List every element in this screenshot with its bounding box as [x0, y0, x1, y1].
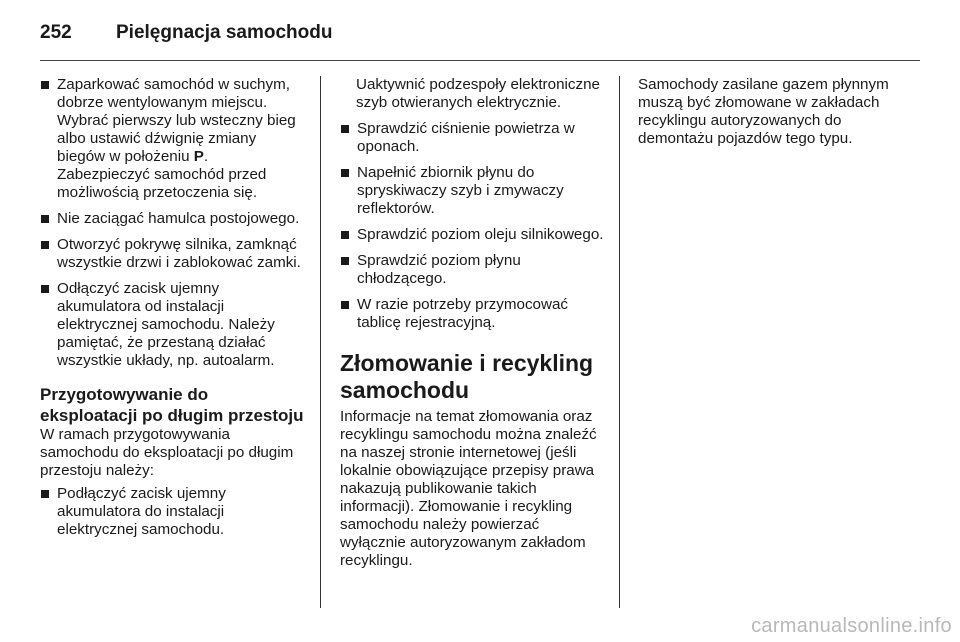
header-divider — [40, 60, 920, 61]
column-divider — [320, 76, 321, 608]
list-item-text-period: . — [203, 148, 209, 165]
list-item-text-continued: Zabezpieczyć samochód przed możliwością przetoczenia się. — [57, 166, 267, 201]
list-item-text: Odłączyć zacisk ujemny akumulatora od instalacji elektrycznej samochodu. Należy pamiętać, że przestaną działać wszystkie układy, np. autoalarm. — [57, 280, 275, 369]
restart-steps-list — [40, 485, 306, 539]
page-header — [40, 16, 920, 50]
list-item — [40, 485, 306, 539]
column-2 — [340, 76, 606, 570]
list-item-text: Sprawdzić poziom płynu chłodzącego. — [357, 252, 521, 287]
list-item-text: Nie zaciągać hamulca postojowego. — [57, 210, 300, 227]
column-1 — [40, 76, 306, 547]
list-item — [40, 210, 306, 228]
gear-position-label: P — [193, 148, 204, 165]
watermark: carmanualsonline.info — [751, 615, 952, 637]
recycling-heading: Złomowanie i recykling samochodu — [340, 350, 594, 403]
list-item — [340, 164, 606, 218]
list-item-text-continued: Wybrać pierwszy lub wsteczny bieg albo ustawić dźwignię zmiany biegów w położeniu — [57, 112, 296, 165]
column-divider — [619, 76, 620, 608]
checks-list — [340, 120, 606, 332]
parking-steps-list — [40, 76, 306, 370]
list-item — [340, 226, 606, 244]
page-title: Pielęgnacja samochodu — [116, 22, 333, 43]
list-item-text: Sprawdzić ciśnienie powietrza w oponach. — [357, 120, 575, 155]
list-item — [340, 252, 606, 288]
recycling-paragraph: Informacje na temat złomowania oraz recyklingu samochodu można znaleźć na naszej stronie internetowej (jeśli lokalnie obowiązujące przepisy prawa nakazują publikowanie takich informacji). Złomowanie i recykling samochodu należy powierzać wyłącznie autoryzowanym zakładom recyklingu. — [340, 408, 597, 569]
page-number: 252 — [40, 22, 72, 43]
list-item-text: Podłączyć zacisk ujemny akumulatora do instalacji elektrycznej samochodu. — [57, 485, 226, 538]
lpg-paragraph: Samochody zasilane gazem płynnym muszą być złomowane w zakładach recyklingu autoryzowanych do demontażu pojazdów tego typu. — [638, 76, 889, 147]
list-item — [340, 120, 606, 156]
list-item — [40, 76, 306, 202]
section-heading: Przygotowywanie do eksploatacji po długim przestoju — [40, 385, 304, 425]
section-intro: W ramach przygotowywania samochodu do eksploatacji po długim przestoju należy: — [40, 426, 294, 479]
list-item-text: Napełnić zbiornik płynu do spryskiwaczy szyb i zmywaczy reflektorów. — [357, 164, 564, 217]
list-item-text: Zaparkować samochód w suchym, dobrze wentylowanym miejscu. — [57, 76, 290, 111]
list-item-text: W razie potrzeby przymocować tablicę rejestracyjną. — [357, 296, 569, 331]
continued-text: Uaktywnić podzespoły elektroniczne szyb otwieranych elektrycznie. — [356, 76, 600, 111]
list-item — [40, 280, 306, 370]
column-3 — [638, 76, 918, 148]
list-item-text: Otworzyć pokrywę silnika, zamknąć wszystkie drzwi i zablokować zamki. — [57, 236, 301, 271]
list-item — [340, 296, 606, 332]
list-item-text: Sprawdzić poziom oleju silnikowego. — [357, 226, 604, 243]
list-item — [40, 236, 306, 272]
